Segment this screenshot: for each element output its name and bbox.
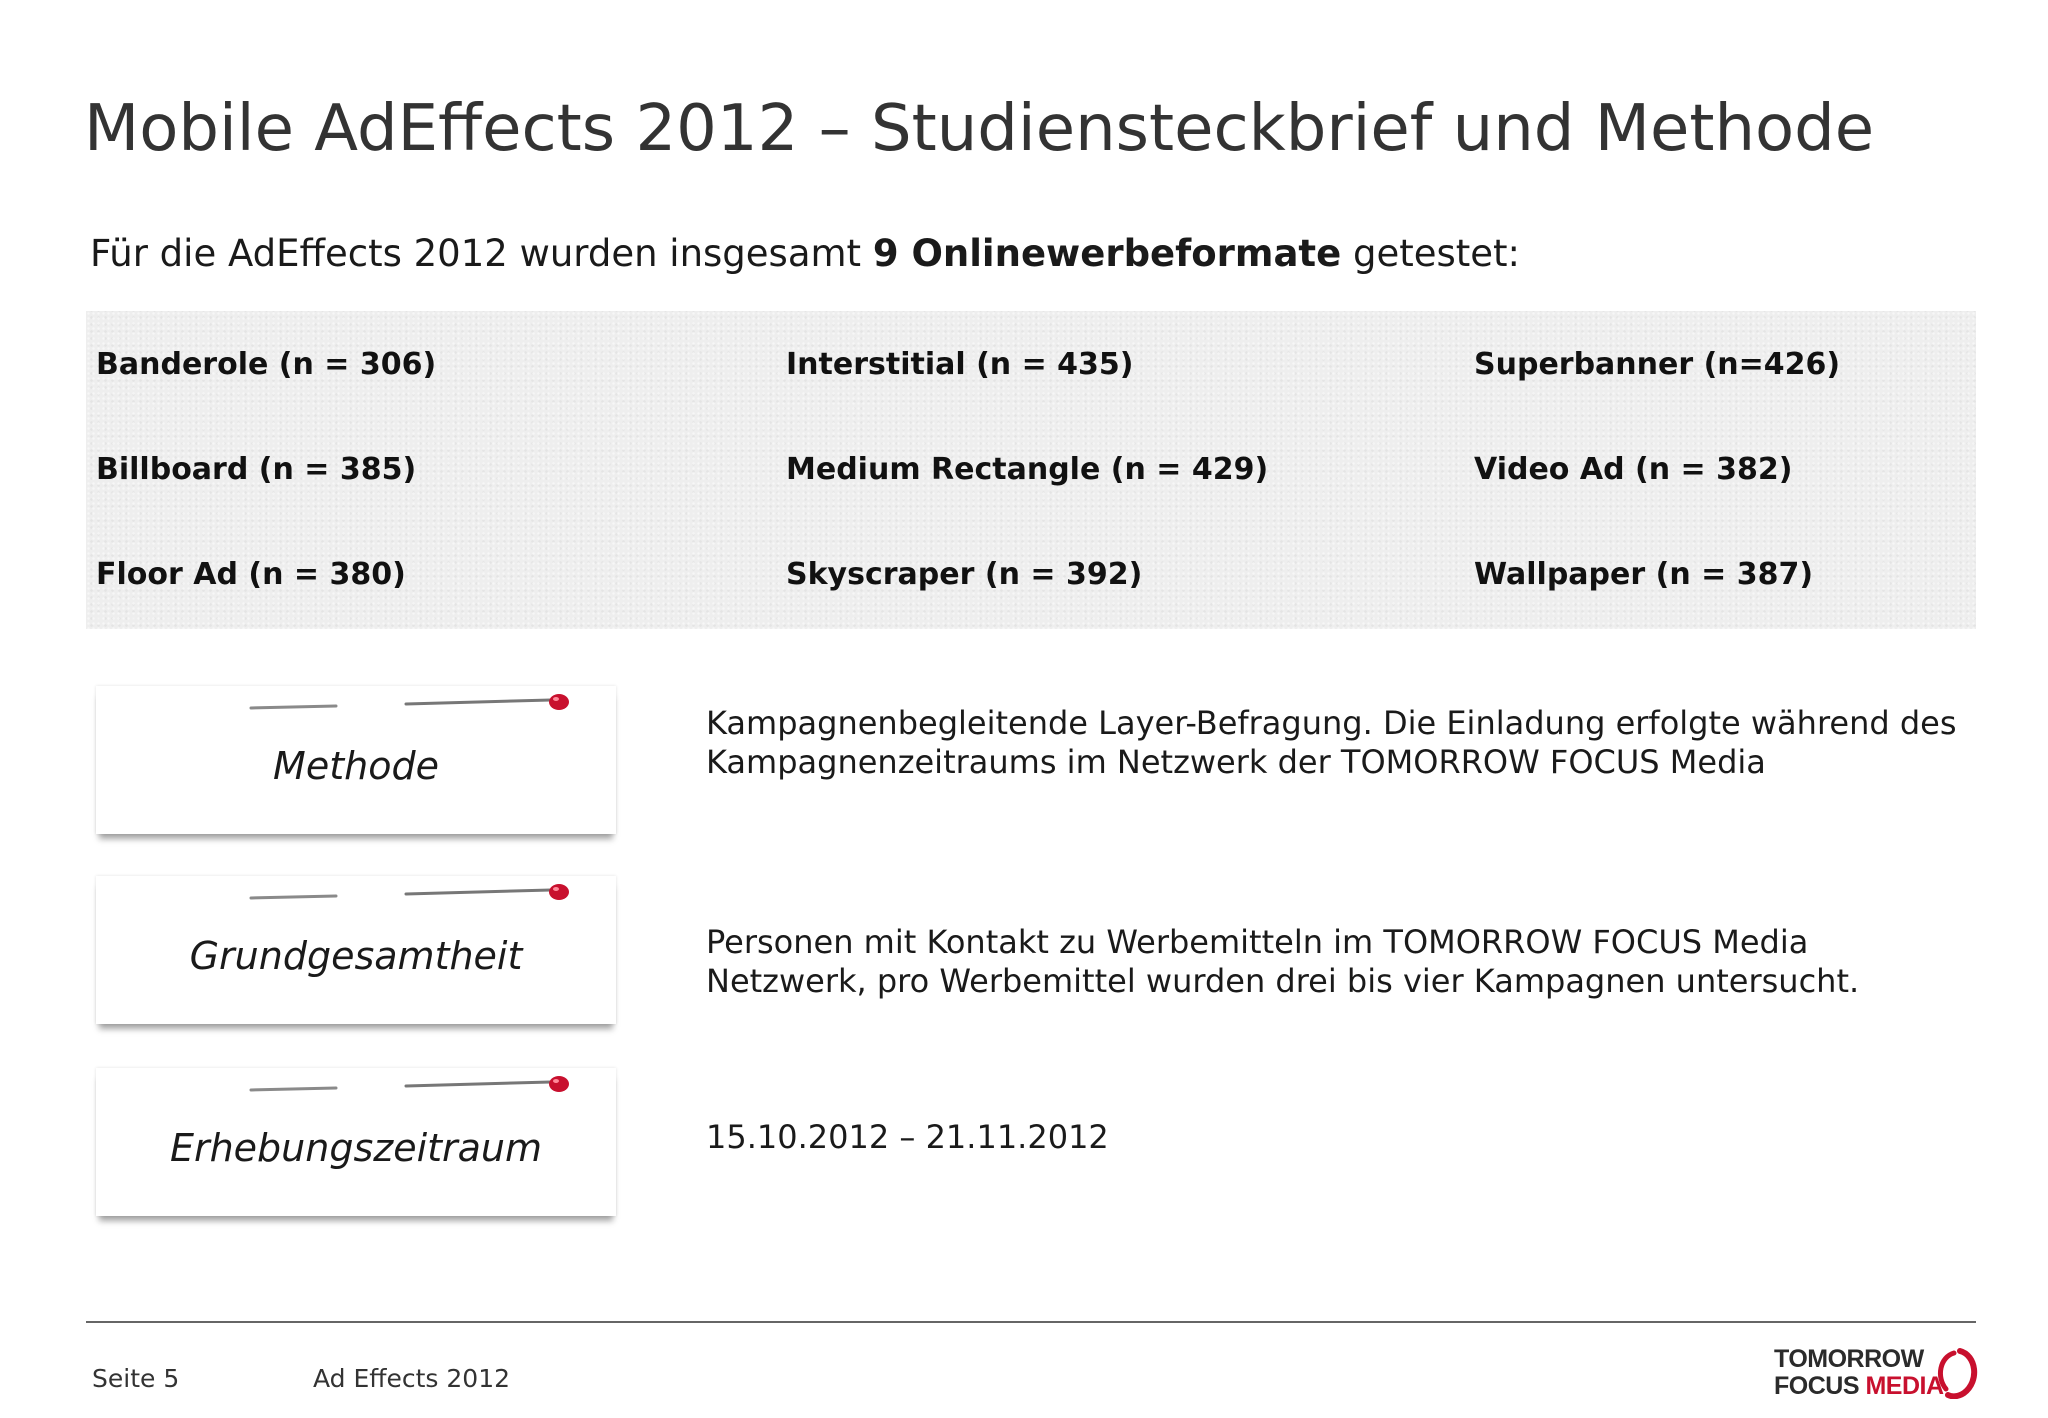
format-item-video-ad: Video Ad (n = 382) — [1474, 452, 1793, 487]
format-item-medium-rectangle: Medium Rectangle (n = 429) — [786, 452, 1269, 487]
pin-icon — [246, 880, 576, 920]
intro-bold: 9 Onlinewerbeformate — [872, 232, 1342, 275]
intro-text — [90, 232, 1520, 275]
logo-line-1: TOMORROW — [1774, 1345, 1924, 1373]
section-description-grundgesamtheit — [706, 923, 1976, 1001]
section-label: Grundgesamtheit — [189, 934, 523, 978]
logo-line-2 — [1774, 1372, 1944, 1401]
format-item-skyscraper: Skyscraper (n = 392) — [786, 557, 1143, 592]
description-line: 15.10.2012 – 21.11.2012 — [706, 1118, 1109, 1156]
format-item-interstitial: Interstitial (n = 435) — [786, 347, 1134, 382]
footer-document-title: Ad Effects 2012 — [313, 1364, 511, 1393]
intro-prefix: Für die AdEffects 2012 wurden insgesamt — [90, 232, 873, 275]
footer-page-number: Seite 5 — [92, 1364, 180, 1393]
pin-icon — [246, 690, 576, 730]
description-line: Netzwerk, pro Werbemittel wurden drei bis vier Kampagnen untersucht. — [706, 962, 1860, 1000]
footer-divider — [86, 1321, 1976, 1323]
description-line: Personen mit Kontakt zu Werbemitteln im TOMORROW FOCUS Media — [706, 923, 1809, 961]
section-card-methode — [96, 686, 616, 834]
format-item-superbanner: Superbanner (n=426) — [1474, 347, 1841, 382]
format-item-billboard: Billboard (n = 385) — [96, 452, 417, 487]
pin-icon — [246, 1072, 576, 1112]
section-description-erhebungszeitraum — [706, 1118, 1976, 1157]
format-item-banderole: Banderole (n = 306) — [96, 347, 437, 382]
format-item-wallpaper: Wallpaper (n = 387) — [1474, 557, 1814, 592]
intro-suffix: getestet: — [1341, 232, 1521, 275]
logo-word-focus: FOCUS — [1774, 1372, 1859, 1400]
logo-mark-icon — [1932, 1347, 1982, 1399]
format-item-floor-ad: Floor Ad (n = 380) — [96, 557, 406, 592]
formats-panel — [86, 311, 1976, 629]
description-line: Kampagnenbegleitende Layer-Befragung. Die Einladung erfolgte während des — [706, 704, 1957, 742]
description-line: Kampagnenzeitraums im Netzwerk der TOMORROW FOCUS Media — [706, 743, 1766, 781]
section-card-erhebungszeitraum — [96, 1068, 616, 1216]
slide-title: Mobile AdEffects 2012 – Studiensteckbrief und Methode — [84, 92, 1875, 166]
section-label: Erhebungszeitraum — [169, 1126, 543, 1170]
section-card-grundgesamtheit — [96, 876, 616, 1024]
section-description-methode — [706, 704, 1976, 782]
section-label: Methode — [273, 744, 439, 788]
logo-word-media: MEDIA — [1865, 1372, 1944, 1400]
tomorrow-focus-media-logo — [1774, 1345, 1984, 1401]
